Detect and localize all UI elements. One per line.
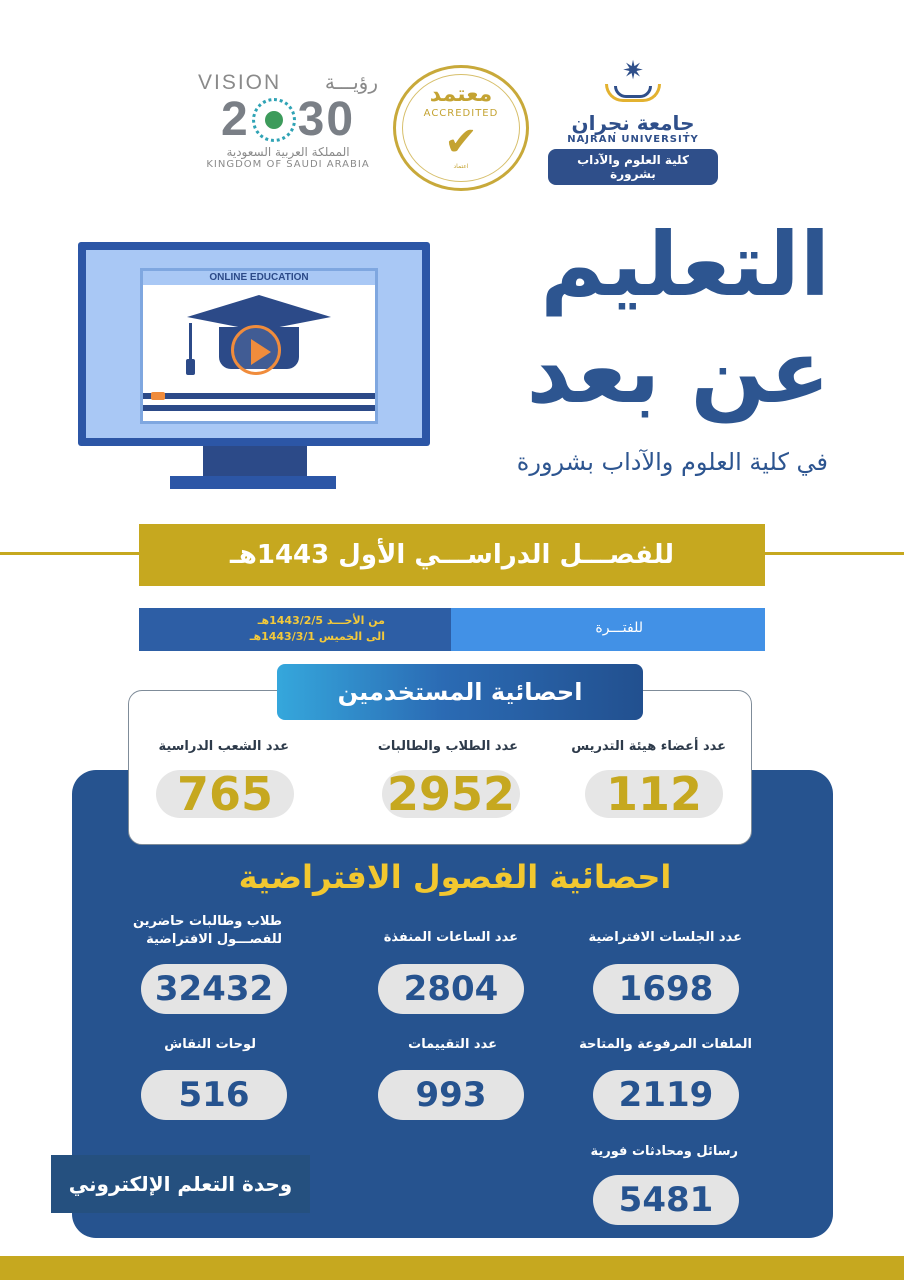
stat-label-students: عدد الطلاب والطالبات	[377, 739, 518, 754]
stat-value-students: 2952	[382, 770, 520, 818]
e-learning-unit-badge: وحدة التعلم الإلكتروني	[51, 1155, 310, 1213]
vision-country-en: KINGDOM OF SAUDI ARABIA	[206, 159, 370, 170]
title-line-2: عن بعد	[526, 320, 830, 423]
university-name-ar: جامعة نجران	[571, 111, 695, 135]
star-icon: ✷	[622, 56, 644, 86]
stat-value-faculty: 112	[585, 770, 723, 818]
vision-country-ar: المملكة العربية السعودية	[226, 145, 350, 159]
accredited-label-en: ACCREDITED	[423, 108, 499, 119]
stat-value-messages: 5481	[593, 1175, 739, 1225]
vision-2030-logo	[198, 70, 378, 185]
progress-knob	[151, 392, 165, 400]
monitor-neck	[203, 446, 307, 476]
vision-number-right: 30	[297, 93, 356, 146]
gold-footer-bar	[0, 1256, 904, 1280]
accredited-seal	[393, 65, 529, 191]
stat-value-assessments: 993	[378, 1070, 524, 1120]
college-badge: كلية العلوم والآداب بشرورة	[548, 149, 718, 185]
stat-label-discussion-boards: لوحات النقاش	[164, 1037, 256, 1052]
stat-label-files: الملفات المرفوعة والمتاحة	[579, 1037, 752, 1052]
period-label: للفتـــرة	[451, 608, 765, 651]
period-to: الى الخميس 1443/3/1هـ	[249, 630, 385, 643]
check-icon: ✔	[444, 119, 478, 165]
monitor-illustration	[78, 242, 430, 446]
stat-label-assessments: عدد التقييمات	[408, 1037, 497, 1052]
stat-value-hours: 2804	[378, 964, 524, 1014]
stat-value-attendees: 32432	[141, 964, 287, 1014]
stat-label-attendees	[82, 913, 282, 949]
stat-value-discussion-boards: 516	[141, 1070, 287, 1120]
university-name-en: NAJRAN UNIVERSITY	[567, 134, 699, 145]
najran-university-logo	[548, 58, 718, 186]
monitor-screen	[86, 250, 422, 438]
period-dates	[139, 608, 451, 651]
period-bar	[139, 608, 765, 651]
vision-label-ar: رؤيـــة	[324, 72, 378, 94]
video-window	[140, 268, 378, 424]
stat-value-sessions: 1698	[593, 964, 739, 1014]
vision-number-left: 2	[220, 93, 250, 146]
stat-label-attendees-line1: طلاب وطالبات حاضرين	[132, 914, 282, 929]
stat-label-messages: رسائل ومحادثات فورية	[590, 1144, 738, 1159]
stat-value-files: 2119	[593, 1070, 739, 1120]
vision-number	[198, 95, 378, 145]
period-from: من الأحـــد 1443/2/5هـ	[257, 614, 385, 627]
vision-label-en: VISION	[198, 70, 282, 94]
stat-label-hours: عدد الساعات المنفذة	[383, 930, 518, 945]
graduation-cap-icon	[187, 295, 331, 317]
stat-label-faculty: عدد أعضاء هيئة التدريس	[571, 739, 726, 754]
stat-value-sections: 765	[156, 770, 294, 818]
stat-label-sessions: عدد الجلسات الافتراضية	[588, 930, 742, 945]
stat-label-attendees-line2: للفصـــول الافتراضية	[146, 932, 282, 947]
monitor-base	[170, 476, 336, 489]
saudi-emblem-icon	[252, 98, 296, 142]
virtual-classes-title: احصائية الفصول الافتراضية	[238, 858, 672, 896]
accredited-label-ar: معتمد	[429, 82, 493, 107]
users-stats-title: احصائية المستخدمين	[277, 664, 643, 720]
subtitle: في كلية العلوم والآداب بشرورة	[516, 448, 828, 476]
semester-banner: للفصـــل الدراســـي الأول 1443هـ	[139, 524, 765, 586]
title-line-1: التعليم	[540, 213, 830, 316]
video-window-title: ONLINE EDUCATION	[143, 271, 375, 285]
arcs-icon	[548, 84, 718, 112]
accredited-sub: اعتماد	[453, 163, 469, 170]
stat-label-sections: عدد الشعب الدراسية	[158, 739, 289, 754]
progress-bar	[143, 393, 375, 399]
play-icon	[231, 325, 281, 375]
